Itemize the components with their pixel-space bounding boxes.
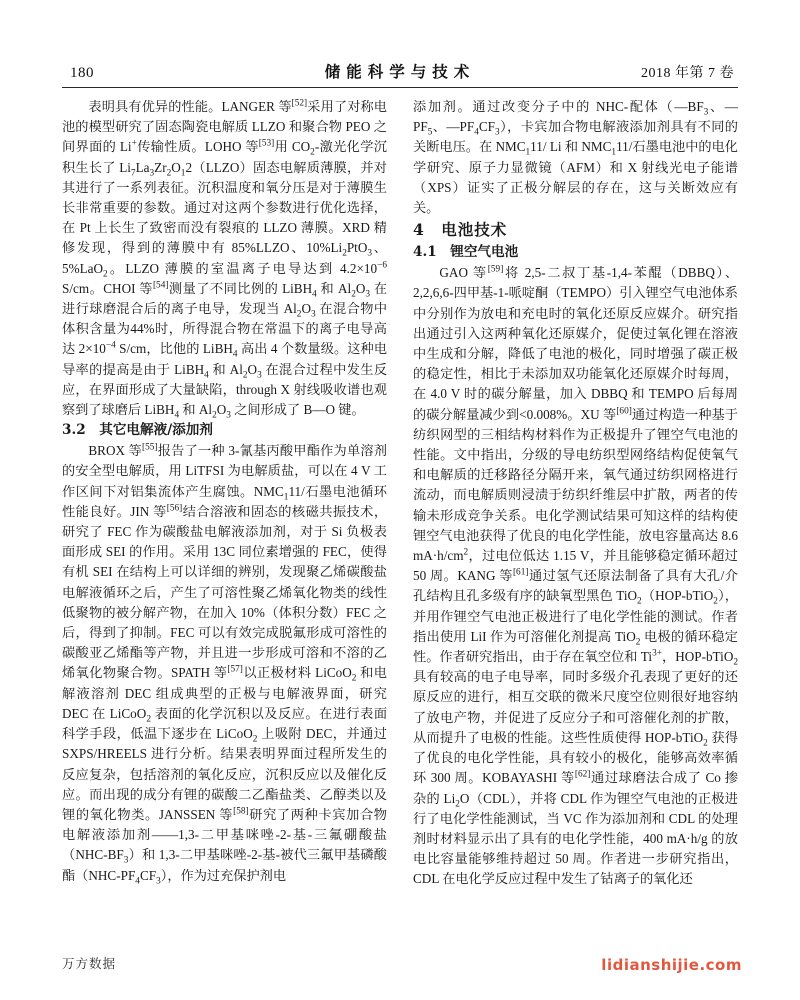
site-watermark: lidianshijie.com: [601, 956, 742, 974]
paragraph-right-2: GAO 等[59]将 2,5-二叔丁基-1,4-苯醌（DBBQ）、2,2,6,6-四甲基-1-哌啶酮（TEMPO）引入锂空气电池体系中分别作为放电和充电时的氧化还原反应媒介。研究指出通过引入这两种氧化还原媒介，促使过氧化锂在溶液中生成和分解，降低了电池的极化，同时增强了碳正极的稳定性，相比于未添加双功能氧化还原媒介时每周，在 4.0 V 时的碳分解量，加入 DBBQ 和 TEMPO 后每周的碳分解量减少到<0.008%。XU 等[60]通过构造一种基于纺织网型的三相结构材料作为正极提升了锂空气电池的性能。文中指出，分级的导电纺织型网络结构促使氧气和电解质的迁移路径分隔开来，氧气通过纺织网格进行流动，而电解质则浸渍于纺织纤维层中扩散，两者的传输未形成竞争关系。电化学测试结果可知这样的结构使锂空气电池获得了优良的电化学性能，放电容量高达 8.6 $mA\cdot h/cm^2$，过电位低达 1.15 V，并且能够稳定循环超过 50 周。KANG 等[61]通过氢气还原法制备了具有大孔/介孔结构且孔多级有序的缺氧型黑色 TiO$_2$（HOP-bTiO$_2$），并用作锂空气电池正极进行了电化学性能的测试。作者指出使用 LiI 作为可溶催化剂提高 TiO$_2$ 电极的循环稳定性。作者研究指出，由于存在氧空位和 $Ti^{3+}$，HOP-bTiO$_2$ 具有较高的电子电导率，同时多级介孔表现了更好的还原反应的进行，相互交联的微米尺度空位则很好地容纳了放电产物，并促进了反应分子和可溶催化剂的扩散，从而提升了电极的性能。这些性质使得 HOP-bTiO$_2$ 获得了优良的电化学性能，具有较小的极化，能够高效率循环 300 周。KOBAYASHI 等[62]通过球磨法合成了 Co 掺杂的 $Li_2O(CDL)$，并将 CDL 作为锂空气电池的正极进行了电化学性能测试，当 VC 作为添加剂和 CDL 的处理剂时材料显示出了具有的电化学性能，400 mA·h/g 的放电比容量能够维持超过 50 周。作者进一步研究指出，CDL 在电化学反应过程中发生了钴离子的氧化还: [413, 264, 739, 887]
page-number: 180: [70, 65, 94, 81]
body-columns: [62, 97, 738, 909]
right-column: [413, 97, 738, 909]
left-column: [62, 97, 387, 909]
journal-title: 储能科学与技术: [324, 62, 476, 81]
running-head: [62, 48, 738, 82]
paragraph-right-1: 添加剂。通过改变分子中的 NHC-配体（$—BF_3$、$—PF_5$、$—PF_4CF_3$），卡宾加合物电解液添加剂具有不同的关断电压。在 $NMC_111/$ Li 和 $NMC_111/$石墨电池中的电化学研究、原子力显微镜（AFM）和 X 射线光电子能谱（XPS）证实了正极分解层的存在，这与关断效应有关。: [413, 99, 738, 216]
header-rule: [62, 87, 738, 88]
database-mark: 万方数据: [62, 957, 117, 971]
paragraph-left-1: 表明具有优异的性能。LANGER 等[52]采用了对称电池的模型研究了固态陶瓷电解质 LLZO 和聚合物 PEO 之间界面的 Li+传输性质。LOHO 等[53]用 $CO_2-$激光化学沉积生长了 $Li_7La_3Zr_2O_12(LLZO)$固态电解质薄膜，并对其进行了一系列表征。沉积温度和氧分压是对于薄膜生长非常重要的参数。通过对这两个参数进行优化选择，在 Pt 上长生了致密而没有裂痕的 LLZO 薄膜。XRD 精修发现，得到的薄膜中有 85%LLZO、$10\%Li_2PtO_3$、5%LaO$_2$。LLZO 薄膜的室温离子电导达到 $4.2\times 10^{-6}$ S/cm。CHOI 等[54]测量了不同比例的 LiBH$_4$ 和 $Al_2O_3$ 在进行球磨混合后的离子电导，发现当 $Al_2O_3$ 在混合物中体积含量为44%时，所得混合物在常温下的离子电导高达 $2\times 10^{-4}$ S/cm，比他的 LiBH$_4$ 高出 4 个数量级。这种电导率的提高是由于 LiBH$_4$ 和 $Al_2O_3$ 在混合过程中发生反应，在界面形成了大量缺陷，through X 射线吸收谱也观察到了球磨后 LiBH$_4$ 和 $Al_2O_3$ 之间形成了 B—O 键。: [62, 98, 388, 421]
issue-info: 2018 年第 7 卷: [641, 66, 734, 81]
section-heading-4-1: 4.1 锂空气电池: [413, 244, 519, 261]
paragraph-left-2: BROX 等[55]报告了一种 3-氰基丙酸甲酯作为单溶剂的安全型电解质，用 LiTFSI 为电解质盐，可以在 4 V 工作区间下对铝集流体产生腐蚀。$NMC_111/$石墨电池循环性能良好。JIN 等[56]结合溶液和固态的核磁共振技术，研究了 FEC 作为碳酸盐电解液添加剂，对于 Si 负极表面形成 SEI 的作用。采用 13C 同位素增强的 FEC，使得有机 SEI 在结构上可以详细的辨别，发现聚乙烯碳酸盐电解液循环之后，产生了可溶性聚乙烯氧化物类的线性低聚物的被分解产物，在加入 10%（体积分数）FEC 之后，得到了抑制。FEC 可以有效完成脱氟形成可溶性的碳酸亚乙烯酯等产物，并且进一步形成可溶和不溶的乙烯氧化物聚合物。SPATH 等[57]以正极材料 LiCoO$_2$ 和电解液溶剂 DEC 组成典型的正极与电解液界面，研究 DEC 在 LiCoO$_2$ 表面的化学沉积以及反应。在进行表面科学手段，低温下逐步在 LiCoO$_2$ 上吸附 DEC，并通过 SXPS/HREELS 进行分析。结果表明界面过程所发生的反应复杂，包括溶剂的氧化反应，沉积反应以及催化反应。而出现的成分有锂的碳酸二乙酯盐类、乙醇类以及锂的氧化物类。JANSSEN 等[58]研究了两种卡宾加合物电解液添加剂——1,3-二甲基咪唑-2-基-三氟硼酸盐$(NHC-BF_3)$和 1,3-二甲基咪唑-2-基-被代三氟甲基磷酸酯$(NHC-PF_4CF_3)$，作为过充保护剂电: [62, 442, 388, 887]
section-heading-3-2: 3.2 其它电解液/添加剂: [62, 422, 213, 439]
section-heading-4: 4 电池技术: [413, 220, 508, 240]
